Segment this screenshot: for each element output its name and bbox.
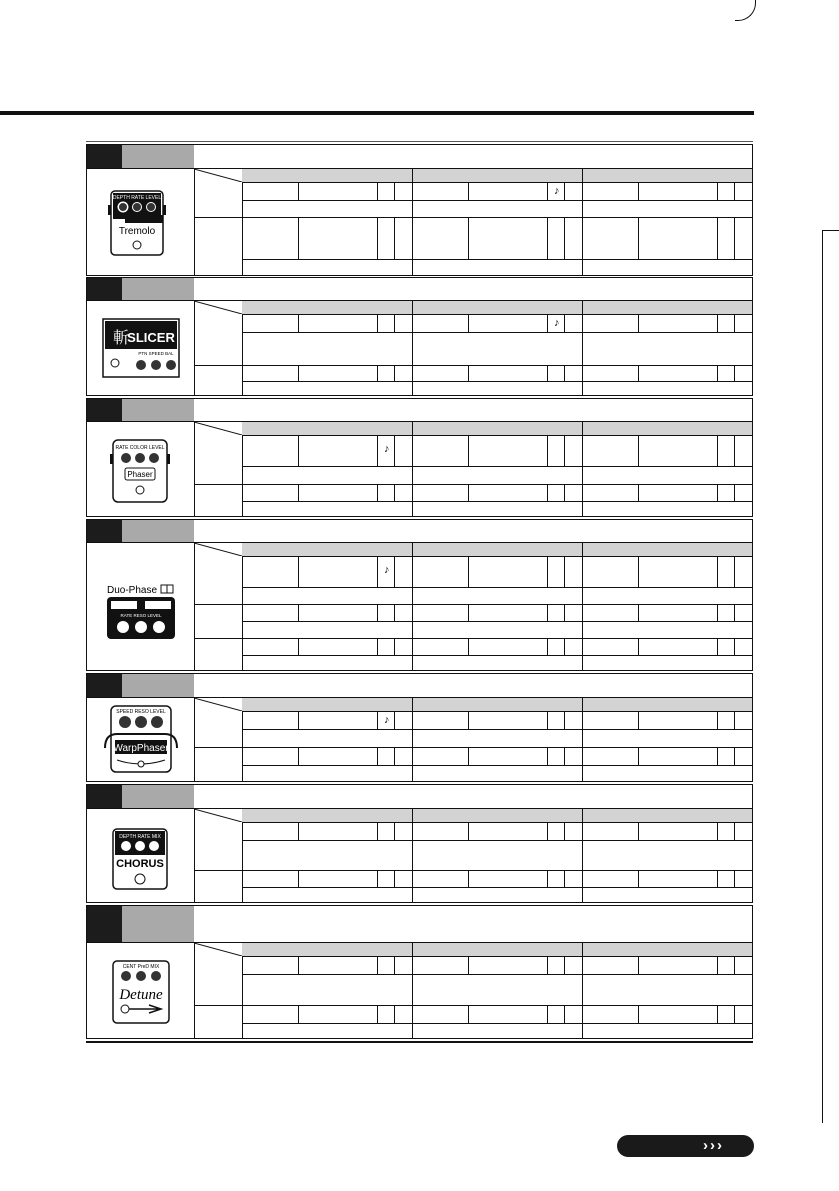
pedal-image-cell [87,543,195,670]
diagonal-header-cell [194,301,242,314]
knob-header-row [242,698,752,712]
knob-header-row [242,301,752,315]
phaser-pedal-image [109,436,171,504]
effect-description [194,399,752,405]
tempo-sync-note: ♪ [554,185,560,197]
param-row [242,639,752,656]
param-range-row [242,841,752,871]
row-label-cell [194,956,243,1006]
param-range-row [242,1024,752,1038]
effect-body [86,698,753,782]
param-row [242,823,752,841]
effect-name-cell [122,674,194,697]
effect-header [86,398,753,422]
duo-phase-pedal-image [105,581,177,641]
param-row [242,748,752,766]
effect-body [86,543,753,671]
param-range-row [242,260,752,275]
effect-description [194,785,752,791]
param-row [242,557,752,588]
effect-body [86,422,753,517]
svg-text:Tremolo: Tremolo [118,226,156,237]
warp-phaser-pedal-image [103,704,179,774]
tremolo-pedal-image [107,189,167,257]
param-row [242,218,752,260]
param-range-row [242,656,752,670]
svg-text:Detune: Detune [119,987,163,1003]
row-label-cell [194,218,243,275]
header-rule [0,111,754,115]
row-label-cell [194,314,243,366]
chorus-pedal-image [109,825,171,893]
detune-pedal-image [111,959,171,1025]
svg-text:CENT PreD MIX: CENT PreD MIX [122,964,160,970]
param-row [242,485,752,502]
param-range-row [242,201,752,218]
param-row [242,605,752,622]
svg-text:SLICER: SLICER [127,330,175,345]
knob-header-row [242,169,752,183]
effect-number-cell [87,145,122,168]
tempo-sync-note: ♪ [384,564,390,576]
row-label-cell [194,822,243,871]
tempo-sync-note: ♪ [384,443,390,455]
param-range-row [242,502,752,516]
pedal-image-cell [87,169,195,275]
diagonal-header-cell [194,169,242,182]
svg-text:斬: 斬 [113,330,130,347]
param-row [242,315,752,333]
diagonal-header-cell [194,943,242,956]
page-corner-mark [735,0,756,21]
param-range-row [242,766,752,781]
effect-description [194,520,752,526]
effect-description [194,278,752,284]
svg-text:RATE COLOR LEVEL: RATE COLOR LEVEL [115,445,165,451]
param-row [242,1006,752,1024]
row-label-cell [194,711,243,748]
row-label-cell [194,871,243,903]
svg-text:DEPTH RATE LEVEL: DEPTH RATE LEVEL [112,195,162,201]
side-rule [822,230,823,1123]
param-range-row [242,975,752,1006]
row-label-cell [194,182,243,218]
row-label-cell [194,435,243,485]
svg-text:CHORUS: CHORUS [116,858,164,870]
knob-header-row [242,943,752,957]
row-label-cell [194,366,243,396]
knob-header-row [242,809,752,823]
effect-name-cell [122,278,194,300]
svg-text:RATE RESO LEVEL: RATE RESO LEVEL [120,613,162,618]
effect-number-cell [87,278,122,300]
pedal-image-cell [87,301,195,395]
effect-body [86,809,753,903]
param-row [242,436,752,467]
table-bottom-rule [86,1041,753,1043]
param-range-row [242,888,752,902]
effect-number-cell [87,785,122,808]
effect-header [86,144,753,169]
side-tab-mark [822,230,839,231]
svg-text:DEPTH RATE MIX: DEPTH RATE MIX [119,834,161,840]
svg-text:Phaser: Phaser [127,470,153,479]
effect-number-cell [87,399,122,421]
param-row [242,871,752,888]
pedal-image-cell [87,698,195,781]
diagonal-header-cell [194,698,242,711]
row-label-cell [194,748,243,782]
svg-text:PTN SPEED BAL: PTN SPEED BAL [138,351,174,356]
diagonal-header-cell [194,543,242,556]
row-label-cell [194,639,243,671]
effect-number-cell [87,674,122,697]
param-row [242,957,752,975]
tempo-sync-note: ♪ [554,317,560,329]
knob-header-row [242,543,752,557]
row-label-cell [194,1006,243,1039]
effect-description [194,674,752,680]
svg-text:Duo-Phase: Duo-Phase [107,585,158,596]
effect-header [86,905,753,943]
effect-name-cell [122,785,194,808]
effect-body [86,169,753,276]
param-range-row [242,333,752,366]
knob-header-row [242,422,752,436]
diagonal-header-cell [194,422,242,435]
table-top-rule [86,141,753,142]
effect-name-cell [122,906,194,942]
param-row [242,712,752,730]
effect-header [86,784,753,809]
param-range-row [242,622,752,639]
effect-description [194,906,752,912]
effect-body [86,301,753,396]
row-label-cell [194,485,243,517]
effect-description [194,145,752,151]
next-page-button[interactable]: ››› [617,1135,754,1157]
pedal-image-cell [87,809,195,902]
param-range-row [242,730,752,748]
param-row [242,366,752,382]
effect-header [86,673,753,698]
row-label-cell [194,605,243,639]
effect-name-cell [122,145,194,168]
param-row [242,183,752,201]
diagonal-header-cell [194,809,242,822]
pedal-image-cell [87,943,195,1038]
slicer-pedal-image [101,317,181,379]
param-range-row [242,467,752,485]
effect-name-cell [122,520,194,542]
effect-number-cell [87,906,122,942]
param-range-row [242,382,752,395]
effect-body [86,943,753,1039]
effect-name-cell [122,399,194,421]
svg-text:SPEED RESO LEVEL: SPEED RESO LEVEL [116,709,166,715]
svg-text:WarpPhaser: WarpPhaser [113,743,169,754]
effect-header [86,277,753,301]
effect-number-cell [87,520,122,542]
param-range-row [242,588,752,605]
effect-header [86,519,753,543]
row-label-cell [194,556,243,605]
tempo-sync-note: ♪ [384,714,390,726]
pedal-image-cell [87,422,195,516]
